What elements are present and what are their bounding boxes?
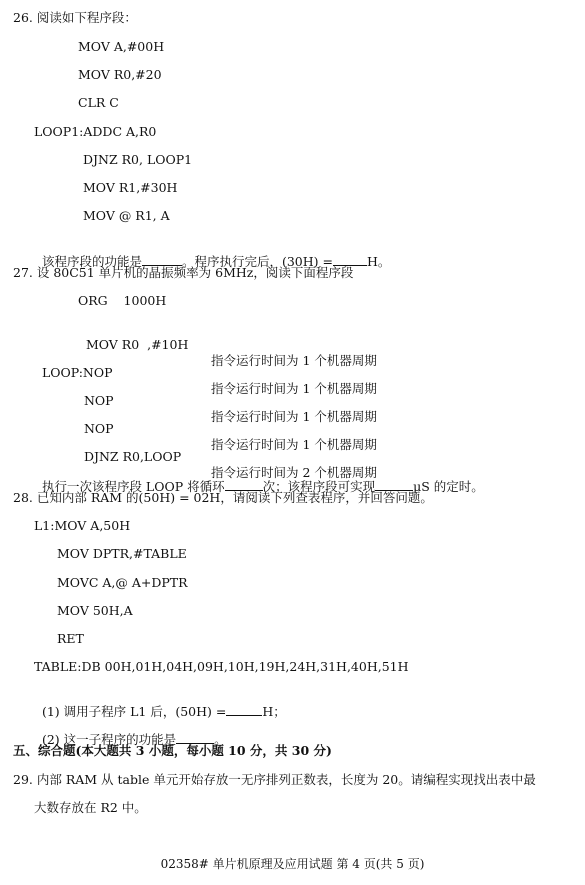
q26-code-line: MOV A,#00H bbox=[78, 39, 165, 54]
q27-timing-note: 指令运行时间为 1 个机器周期 bbox=[211, 437, 377, 452]
q28-code-line: RET bbox=[57, 631, 84, 646]
q26-code-line: MOV R1,#30H bbox=[83, 180, 178, 195]
q26-question-text: 该程序段的功能是 bbox=[41, 254, 142, 269]
q26-code-line: LOOP1:ADDC A,R0 bbox=[34, 124, 157, 139]
q27-title: 27. 设 80C51 单片机的晶振频率为 6MHz，阅读下面程序段 bbox=[13, 265, 354, 280]
q28-code-line: MOV 50H,A bbox=[57, 603, 133, 618]
q26-code-line: DJNZ R0, LOOP1 bbox=[83, 152, 193, 167]
q28-question-text: 。 bbox=[214, 732, 227, 747]
section-heading: 五、综合题(本大题共 3 小题，每小题 10 分，共 30 分) bbox=[13, 743, 332, 758]
q26-title: 26. 阅读如下程序段： bbox=[13, 10, 137, 25]
q28-code-line: L1:MOV A,50H bbox=[34, 518, 131, 533]
q27-timing-note: 指令运行时间为 2 个机器周期 bbox=[211, 465, 377, 480]
q27-question-text: 次；该程序段可实现 bbox=[262, 479, 376, 494]
q26-code-line: MOV R0,#20 bbox=[78, 67, 162, 82]
q28-question-text: (1) 调用子程序 L1 后，(50H) = bbox=[41, 704, 227, 719]
q28-code-line: MOVC A,@ A+DPTR bbox=[57, 575, 188, 590]
q27-code-line: MOV R0 ,#10H bbox=[85, 337, 189, 352]
q27-timing-note: 指令运行时间为 1 个机器周期 bbox=[211, 353, 377, 368]
q29-line: 29. 内部 RAM 从 table 单元开始存放一无序排列正数表，长度为 20。请编程实现找出表中最 bbox=[13, 772, 536, 787]
q27-code-line: LOOP:NOP bbox=[41, 365, 113, 380]
q27-timing-note: 指令运行时间为 1 个机器周期 bbox=[211, 381, 377, 396]
answer-blank[interactable] bbox=[226, 703, 262, 716]
q28-question-text: H； bbox=[262, 704, 286, 719]
q26-question-text: 。程序执行完后，(30H) = bbox=[181, 254, 333, 269]
q27-code-line: ORG 1000H bbox=[78, 293, 167, 308]
q27-question-text: 执行一次该程序段 LOOP 将循环 bbox=[41, 479, 225, 494]
q27-question-text: μS 的定时。 bbox=[413, 479, 484, 494]
q27-code-line: DJNZ R0,LOOP bbox=[83, 449, 182, 464]
page-footer: 02358# 单片机原理及应用试题 第 4 页(共 5 页) bbox=[160, 857, 425, 871]
q27-code-line: NOP bbox=[83, 421, 114, 436]
q29-line: 大数存放在 R2 中。 bbox=[34, 800, 147, 815]
q27-timing-note: 指令运行时间为 1 个机器周期 bbox=[211, 409, 377, 424]
q26-code-line: CLR C bbox=[78, 95, 119, 110]
q28-lookup-table: TABLE:DB 00H,01H,04H,09H,10H,19H,24H,31H,40H,51H bbox=[34, 659, 409, 674]
q27-code-line: NOP bbox=[83, 393, 114, 408]
q28-title: 28. 已知内部 RAM 的(50H) = 02H，请阅读下列查表程序，并回答问题。 bbox=[13, 490, 433, 505]
q28-code-line: MOV DPTR,#TABLE bbox=[57, 546, 187, 561]
q26-question-text: H。 bbox=[366, 254, 391, 269]
q26-code-line: MOV @ R1, A bbox=[83, 208, 170, 223]
q28-question-text: (2) 这一子程序的功能是 bbox=[41, 732, 177, 747]
